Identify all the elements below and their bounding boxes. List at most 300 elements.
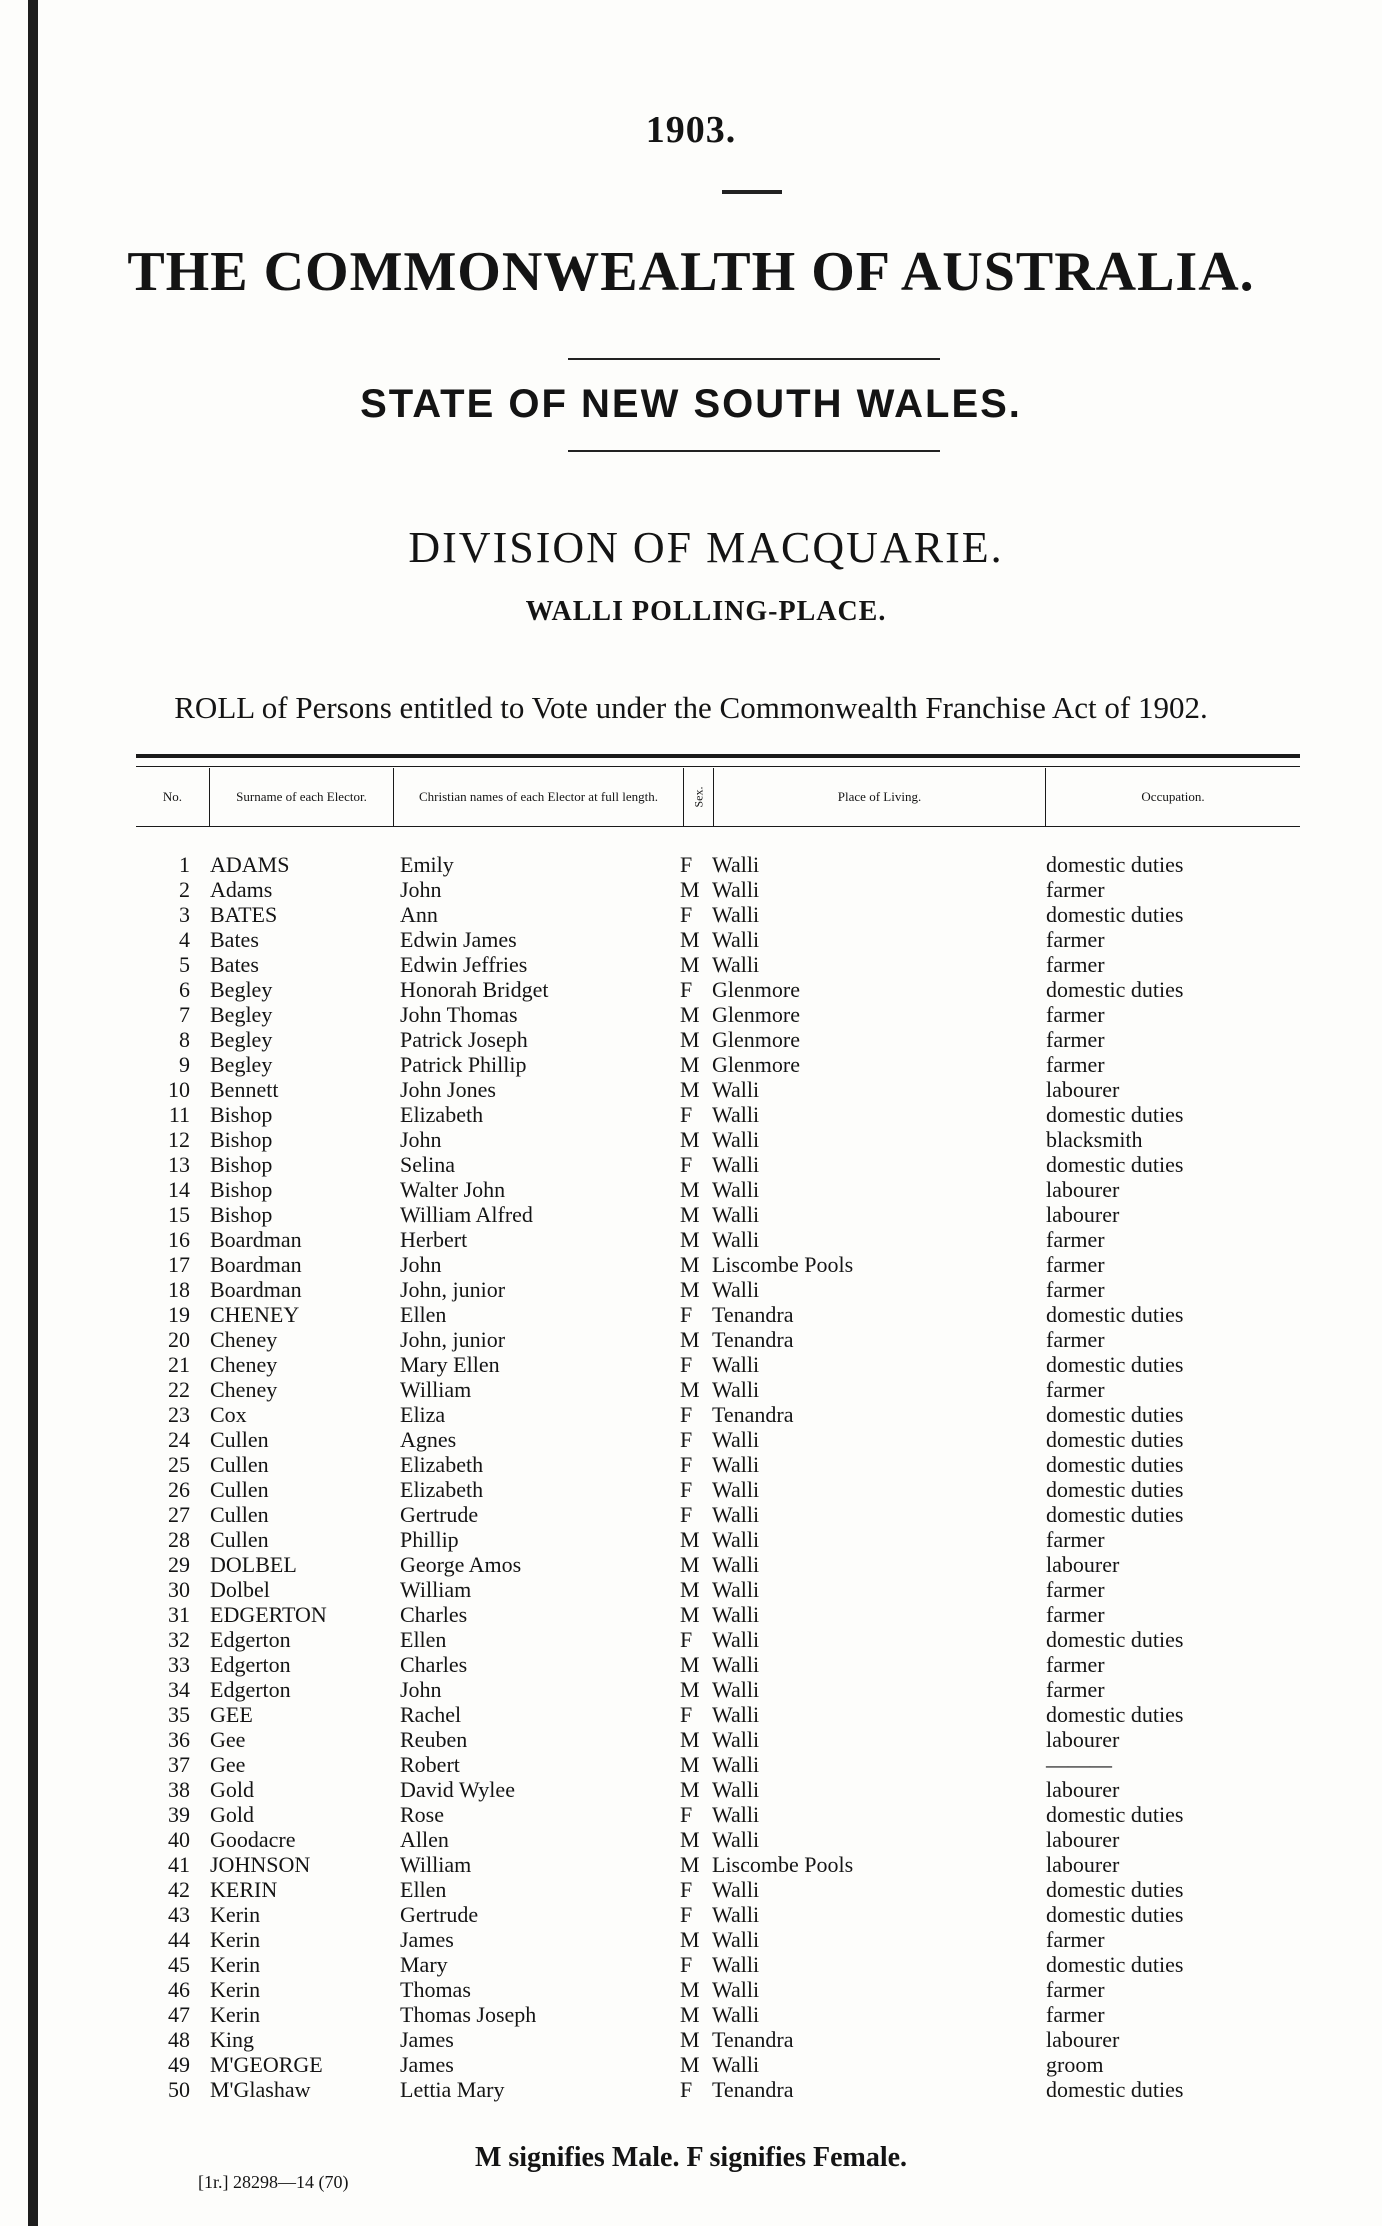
elector-occupation: farmer [1046,1927,1105,1952]
elector-number: 17 [168,1252,190,1277]
elector-number: 39 [168,1802,190,1827]
elector-number: 19 [168,1302,190,1327]
division-heading: DIVISION OF MACQUARIE. [408,523,1004,572]
elector-surname: Edgerton [210,1652,291,1677]
elector-surname: Begley [210,1002,273,1027]
elector-christian-names: Mary Ellen [400,1352,500,1377]
elector-place: Walli [712,1902,760,1927]
elector-christian-names: James [400,1927,454,1952]
elector-number: 32 [168,1627,190,1652]
elector-sex: M [680,1827,700,1852]
elector-number: 1 [179,852,190,877]
elector-place: Walli [712,1802,760,1827]
elector-occupation: farmer [1046,952,1105,977]
elector-number: 16 [168,1227,190,1252]
elector-sex: F [680,1877,693,1902]
elector-sex: F [680,1952,693,1977]
elector-number: 9 [179,1052,190,1077]
elector-christian-names: Ann [400,902,438,927]
elector-place: Tenandra [712,1327,794,1352]
table-row [0,1502,1382,1527]
elector-number: 27 [168,1502,190,1527]
elector-christian-names: Agnes [400,1427,457,1452]
table-row [0,1002,1382,1027]
elector-sex: F [680,1627,693,1652]
elector-number: 44 [168,1927,190,1952]
elector-surname: Adams [210,877,273,902]
elector-place: Tenandra [712,2027,794,2052]
elector-place: Tenandra [712,1302,794,1327]
elector-occupation: farmer [1046,1977,1105,2002]
table-row [0,1327,1382,1352]
elector-christian-names: Eliza [400,1402,446,1427]
elector-occupation: domestic duties [1046,1877,1184,1902]
table-row [0,1802,1382,1827]
elector-christian-names: George Amos [400,1552,522,1577]
elector-surname: BATES [210,902,278,927]
elector-sex: F [680,1302,693,1327]
elector-surname: Dolbel [210,1577,270,1602]
table-row [0,1177,1382,1202]
elector-place: Walli [712,1752,760,1777]
elector-christian-names: David Wylee [400,1777,515,1802]
elector-sex: M [680,1927,700,1952]
elector-occupation: farmer [1046,1052,1105,1077]
elector-place: Walli [712,1502,760,1527]
table-row [0,2027,1382,2052]
elector-place: Walli [712,1527,760,1552]
elector-christian-names: Edwin James [400,927,517,952]
elector-sex: M [680,1577,700,1602]
table-row [0,1102,1382,1127]
elector-place: Walli [712,1577,760,1602]
elector-number: 40 [168,1827,190,1852]
elector-sex: M [680,1127,700,1152]
elector-occupation: farmer [1046,927,1105,952]
elector-christian-names: Emily [400,852,454,877]
elector-christian-names: Gertrude [400,1902,479,1927]
table-row [0,1952,1382,1977]
elector-occupation: farmer [1046,1527,1105,1552]
elector-place: Walli [712,1352,760,1377]
elector-occupation: domestic duties [1046,1477,1184,1502]
elector-occupation: farmer [1046,1027,1105,1052]
elector-sex: M [680,2027,700,2052]
elector-sex: M [680,952,700,977]
table-top-rule-thin [136,766,1300,767]
elector-place: Walli [712,1652,760,1677]
elector-place: Walli [712,1952,760,1977]
elector-surname: Bennett [210,1077,279,1102]
elector-occupation: domestic duties [1046,2077,1184,2102]
elector-christian-names: Allen [400,1827,449,1852]
elector-surname: DOLBEL [210,1552,297,1577]
elector-christian-names: Reuben [400,1727,468,1752]
state-heading: STATE OF NEW SOUTH WALES. [360,382,1022,426]
elector-occupation: farmer [1046,1277,1105,1302]
elector-sex: M [680,1727,700,1752]
elector-christian-names: Elizabeth [400,1477,484,1502]
elector-place: Walli [712,2002,760,2027]
elector-christian-names: Ellen [400,1627,447,1652]
elector-christian-names: Edwin Jeffries [400,952,528,977]
table-row [0,1252,1382,1277]
elector-surname: Cheney [210,1377,278,1402]
elector-christian-names: Patrick Joseph [400,1027,528,1052]
elector-place: Tenandra [712,1402,794,1427]
elector-sex: F [680,1452,693,1477]
elector-place: Walli [712,1377,760,1402]
divider-rule [568,450,940,452]
elector-number: 6 [179,977,190,1002]
elector-occupation: domestic duties [1046,1352,1184,1377]
elector-christian-names: James [400,2052,454,2077]
elector-place: Walli [712,1827,760,1852]
table-row [0,1627,1382,1652]
elector-christian-names: Gertrude [400,1502,479,1527]
elector-occupation: blacksmith [1046,1127,1143,1152]
elector-place: Walli [712,1102,760,1127]
elector-occupation: domestic duties [1046,1102,1184,1127]
elector-place: Glenmore [712,977,800,1002]
elector-christian-names: John [400,1127,442,1152]
elector-christian-names: Honorah Bridget [400,977,549,1002]
elector-number: 21 [168,1352,190,1377]
elector-surname: Cullen [210,1502,269,1527]
table-row [0,1277,1382,1302]
elector-place: Glenmore [712,1027,800,1052]
elector-place: Liscombe Pools [712,1252,854,1277]
elector-place: Walli [712,1152,760,1177]
elector-sex: M [680,1277,700,1302]
elector-occupation: farmer [1046,1252,1105,1277]
column-header-christian-names: Christian names of each Elector at full length. [394,768,684,826]
elector-sex: M [680,1602,700,1627]
elector-sex: M [680,1002,700,1027]
elector-sex: F [680,1352,693,1377]
elector-surname: Cullen [210,1427,269,1452]
elector-number: 36 [168,1727,190,1752]
elector-christian-names: Patrick Phillip [400,1052,527,1077]
elector-surname: CHENEY [210,1302,300,1327]
elector-surname: Bates [210,927,259,952]
elector-surname: Edgerton [210,1627,291,1652]
elector-surname: Begley [210,1027,273,1052]
elector-place: Walli [712,1877,760,1902]
elector-number: 4 [179,927,190,952]
elector-number: 2 [179,877,190,902]
table-row [0,952,1382,977]
elector-surname: KERIN [210,1877,278,1902]
elector-number: 22 [168,1377,190,1402]
elector-sex: M [680,1202,700,1227]
elector-sex: M [680,1252,700,1277]
elector-occupation: domestic duties [1046,977,1184,1002]
elector-number: 38 [168,1777,190,1802]
elector-surname: Boardman [210,1277,302,1302]
elector-christian-names: John, junior [400,1327,506,1352]
elector-occupation: farmer [1046,1227,1105,1252]
elector-christian-names: Ellen [400,1877,447,1902]
column-header-no: No. [136,768,210,826]
elector-sex: M [680,1777,700,1802]
elector-surname: Bishop [210,1177,273,1202]
table-row [0,1677,1382,1702]
elector-occupation: domestic duties [1046,1502,1184,1527]
elector-christian-names: Charles [400,1652,468,1677]
table-row [0,1752,1382,1777]
elector-surname: Boardman [210,1227,302,1252]
elector-surname: Cox [210,1402,247,1427]
table-row [0,877,1382,902]
elector-sex: M [680,1177,700,1202]
elector-place: Walli [712,1627,760,1652]
elector-number: 10 [168,1077,190,1102]
elector-sex: M [680,1077,700,1102]
elector-number: 14 [168,1177,190,1202]
elector-christian-names: John Jones [400,1077,496,1102]
elector-surname: Cullen [210,1477,269,1502]
elector-number: 8 [179,1027,190,1052]
elector-christian-names: Ellen [400,1302,447,1327]
table-row [0,1227,1382,1252]
elector-occupation: farmer [1046,2002,1105,2027]
elector-surname: Kerin [210,1977,261,2002]
elector-occupation: domestic duties [1046,852,1184,877]
elector-number: 49 [168,2052,190,2077]
elector-sex: F [680,1402,693,1427]
elector-occupation: farmer [1046,877,1105,902]
elector-christian-names: Charles [400,1602,468,1627]
elector-place: Walli [712,1552,760,1577]
table-row [0,1152,1382,1177]
elector-number: 13 [168,1152,190,1177]
elector-number: 48 [168,2027,190,2052]
table-row [0,1977,1382,2002]
elector-occupation: farmer [1046,1327,1105,1352]
elector-sex: F [680,1477,693,1502]
elector-occupation: domestic duties [1046,902,1184,927]
elector-number: 28 [168,1527,190,1552]
elector-surname: Gold [210,1802,254,1827]
elector-occupation: labourer [1046,1552,1120,1577]
elector-surname: Boardman [210,1252,302,1277]
divider-rule [568,358,940,360]
elector-surname: Goodacre [210,1827,296,1852]
column-header-occupation: Occupation. [1141,789,1205,804]
elector-surname: Cheney [210,1352,278,1377]
elector-place: Walli [712,1277,760,1302]
table-row [0,1652,1382,1677]
elector-christian-names: William Alfred [400,1202,533,1227]
elector-place: Walli [712,1927,760,1952]
table-row [0,977,1382,1002]
elector-number: 33 [168,1652,190,1677]
table-row [0,1477,1382,1502]
table-row [0,1127,1382,1152]
elector-surname: Bishop [210,1202,273,1227]
table-row [0,1302,1382,1327]
elector-surname: Begley [210,977,273,1002]
elector-sex: F [680,1152,693,1177]
elector-christian-names: Walter John [400,1177,506,1202]
elector-occupation: domestic duties [1046,1802,1184,1827]
elector-surname: Bates [210,952,259,977]
table-row [0,1577,1382,1602]
elector-sex: F [680,1502,693,1527]
elector-sex: F [680,977,693,1002]
elector-sex: M [680,1327,700,1352]
elector-surname: Gee [210,1727,246,1752]
elector-surname: Kerin [210,1902,261,1927]
elector-sex: F [680,1902,693,1927]
elector-number: 41 [168,1852,190,1877]
elector-occupation: labourer [1046,1727,1120,1752]
elector-christian-names: John [400,877,442,902]
elector-sex: F [680,1102,693,1127]
elector-sex: M [680,1852,700,1877]
elector-place: Walli [712,1427,760,1452]
table-row [0,1402,1382,1427]
elector-sex: M [680,927,700,952]
table-row [0,1077,1382,1102]
elector-number: 11 [168,1102,190,1127]
elector-number: 29 [168,1552,190,1577]
elector-occupation: domestic duties [1046,1702,1184,1727]
table-row [0,1527,1382,1552]
table-header [136,768,1300,827]
table-row [0,1427,1382,1452]
table-row [0,1927,1382,1952]
print-reference: [1r.] 28298—14 (70) [198,2172,349,2192]
table-top-rule [136,754,1300,758]
elector-surname: GEE [210,1702,253,1727]
elector-sex: M [680,1752,700,1777]
elector-place: Walli [712,2052,760,2077]
elector-sex: F [680,1802,693,1827]
elector-place: Walli [712,1227,760,1252]
page-title: THE COMMONWEALTH OF AUSTRALIA. [127,241,1255,303]
elector-occupation: farmer [1046,1577,1105,1602]
elector-surname: Gold [210,1777,254,1802]
elector-number: 37 [168,1752,190,1777]
table-row [0,1727,1382,1752]
elector-number: 15 [168,1202,190,1227]
column-header-sex: Sex. [684,768,714,826]
elector-christian-names: John [400,1677,442,1702]
elector-place: Walli [712,1677,760,1702]
elector-surname: Cullen [210,1452,269,1477]
elector-surname: Edgerton [210,1677,291,1702]
elector-surname: Cheney [210,1327,278,1352]
elector-number: 12 [168,1127,190,1152]
table-row [0,2077,1382,2102]
year-heading: 1903. [645,109,737,151]
elector-sex: M [680,1027,700,1052]
elector-number: 43 [168,1902,190,1927]
elector-surname: EDGERTON [210,1602,327,1627]
elector-occupation: labourer [1046,1177,1120,1202]
elector-christian-names: Rachel [400,1702,462,1727]
table-row [0,1352,1382,1377]
elector-sex: F [680,2077,693,2102]
elector-number: 20 [168,1327,190,1352]
elector-occupation: farmer [1046,1002,1105,1027]
elector-occupation: farmer [1046,1377,1105,1402]
table-row [0,1902,1382,1927]
elector-sex: M [680,1527,700,1552]
table-row [0,927,1382,952]
elector-surname: Bishop [210,1102,273,1127]
elector-sex: M [680,1677,700,1702]
elector-occupation: groom [1046,2052,1104,2077]
elector-surname: Bishop [210,1127,273,1152]
elector-place: Walli [712,1602,760,1627]
short-rule [722,190,782,194]
elector-occupation: labourer [1046,1852,1120,1877]
elector-occupation: labourer [1046,1077,1120,1102]
elector-occupation: domestic duties [1046,1152,1184,1177]
elector-occupation: domestic duties [1046,1402,1184,1427]
elector-christian-names: Lettia Mary [400,2077,505,2102]
elector-place: Walli [712,1177,760,1202]
elector-place: Walli [712,877,760,902]
elector-number: 35 [168,1702,190,1727]
elector-place: Walli [712,1077,760,1102]
elector-christian-names: Elizabeth [400,1102,484,1127]
elector-place: Walli [712,902,760,927]
sex-legend: M signifies Male. F signifies Female. [474,2142,908,2173]
table-row [0,1027,1382,1052]
elector-surname: Kerin [210,1952,261,1977]
elector-sex: F [680,852,693,877]
elector-occupation: domestic duties [1046,1627,1184,1652]
elector-sex: M [680,1552,700,1577]
elector-surname: Kerin [210,1927,261,1952]
elector-place: Walli [712,1202,760,1227]
elector-sex: F [680,902,693,927]
table-row [0,1702,1382,1727]
elector-place: Walli [712,1702,760,1727]
roll-title: ROLL of Persons entitled to Vote under the Commonwealth Franchise Act of 1902. [174,690,1208,725]
elector-christian-names: Thomas Joseph [400,2002,537,2027]
elector-number: 34 [168,1677,190,1702]
elector-occupation: ——— [1046,1752,1112,1777]
elector-sex: M [680,877,700,902]
elector-number: 18 [168,1277,190,1302]
elector-place: Walli [712,1127,760,1152]
table-row [0,852,1382,877]
elector-christian-names: William [400,1577,472,1602]
elector-christian-names: Selina [400,1152,455,1177]
elector-christian-names: Phillip [400,1527,459,1552]
elector-sex: M [680,2002,700,2027]
elector-christian-names: William [400,1852,472,1877]
elector-sex: M [680,1227,700,1252]
elector-sex: M [680,1652,700,1677]
elector-number: 30 [168,1577,190,1602]
elector-place: Walli [712,927,760,952]
elector-number: 46 [168,1977,190,2002]
elector-occupation: labourer [1046,1827,1120,1852]
elector-number: 26 [168,1477,190,1502]
elector-place: Walli [712,1777,760,1802]
elector-number: 47 [168,2002,190,2027]
elector-number: 50 [168,2077,190,2102]
elector-number: 5 [179,952,190,977]
table-row [0,1452,1382,1477]
polling-place-heading: WALLI POLLING-PLACE. [525,596,887,627]
